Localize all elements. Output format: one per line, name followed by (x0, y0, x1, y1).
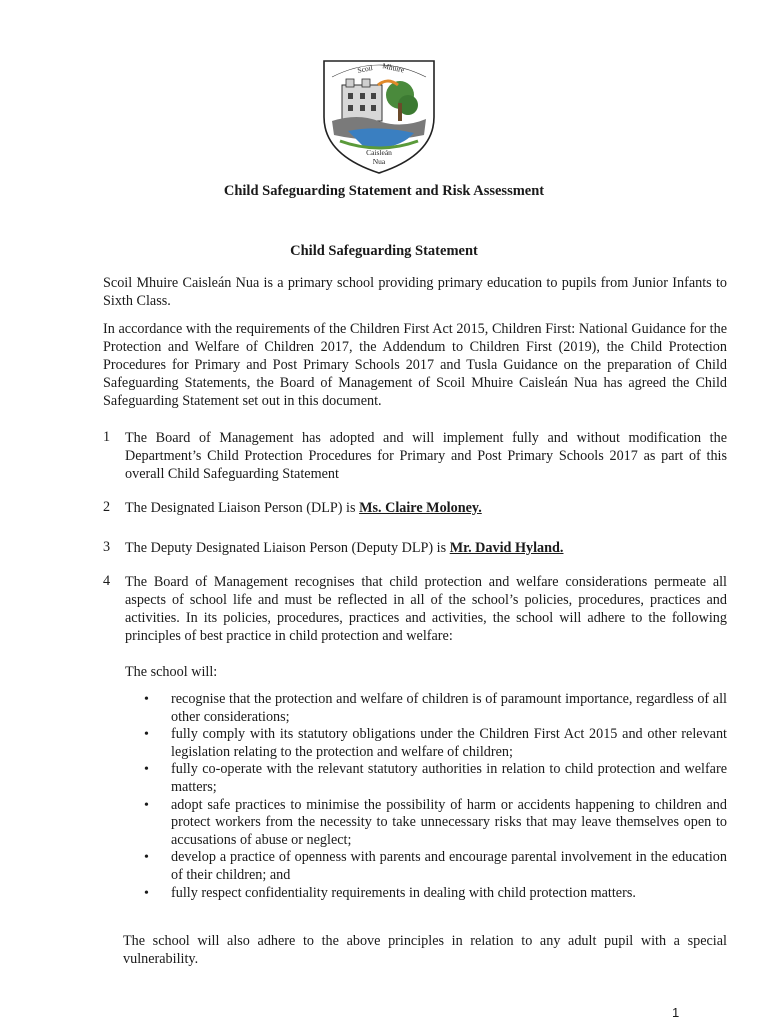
bullet-icon: • (144, 692, 149, 707)
deputy-dlp-label: The Deputy Designated Liaison Person (Deputy DLP) is (125, 540, 450, 556)
accordance-paragraph: In accordance with the requirements of the Children First Act 2015, Children First: National Guidance for the Protection and Welfare of Children 2017, the Addendum to Children First (2019), the Child Protection Procedures for Primary and Post Primary Schools 2017 and Tusla Guidance on the preparation of Child Safeguarding Statements, the Board of Management of Scoil Mhuire Caisleán Nua has agreed the Child Safeguarding Statement set out in this document. (103, 321, 727, 409)
item-text-3 (125, 539, 727, 557)
list-item: • develop a practice of openness with parents and encourage parental involvement in the education of their children; and (144, 849, 727, 883)
school-crest-logo (318, 55, 440, 177)
intro-paragraph: Scoil Mhuire Caisleán Nua is a primary school providing primary education to pupils from Junior Infants to Sixth Class. (103, 275, 727, 309)
item-text-1: The Board of Management has adopted and will implement fully and without modification the Department’s Child Protection Procedures for Primary and Post Primary Schools 2017 as part of this overall Child Safeguarding Statement (125, 430, 727, 482)
bullet-icon: • (144, 797, 149, 813)
list-item: • fully comply with its statutory obligations under the Children First Act 2015 and other relevant legislation relating to the protection and welfare of children; (144, 726, 727, 760)
deputy-dlp-name: Mr. David Hyland. (449, 540, 564, 556)
list-item: • fully co-operate with the relevant statutory authorities in relation to child protection and welfare matters; (144, 761, 727, 795)
item-number-3: 3 (103, 539, 111, 555)
crest-bottom-text-2: Nua (372, 157, 386, 166)
item-number-1: 1 (103, 429, 111, 445)
closing-paragraph: The school will also adhere to the above principles in relation to any adult pupil with a special vulnerability. (123, 933, 727, 967)
list-item: • fully respect confidentiality requirements in dealing with child protection matters. (144, 884, 636, 901)
principles-list (125, 691, 727, 902)
bullet-icon: • (144, 727, 149, 743)
bullet-icon: • (144, 885, 149, 901)
section-title: Child Safeguarding Statement (290, 243, 478, 259)
dlp-name: Ms. Claire Moloney. (359, 500, 482, 516)
item-text-2 (125, 499, 727, 517)
crest-top-text-2: Mhuire (381, 61, 406, 75)
item-number-4: 4 (103, 573, 111, 589)
item-text-4: The Board of Management recognises that child protection and welfare considerations permeate all aspects of school life and must be reflected in all of the school’s policies, procedures, practices and activities. In its policies, procedures, practices and activities, the school will adhere to the following principles of best practice in child protection and welfare: (125, 574, 727, 644)
dlp-label: The Designated Liaison Person (DLP) is (125, 500, 360, 516)
document-title: Child Safeguarding Statement and Risk Assessment (223, 183, 545, 199)
item-number-2: 2 (103, 499, 111, 515)
crest-bottom-text-1: Caisleán (366, 148, 392, 157)
list-item: • adopt safe practices to minimise the possibility of harm or accidents happening to children and protect workers from the necessity to take unnecessary risks that may leave themselves open to accusations of abuse or neglect; (144, 796, 727, 848)
school-will-heading: The school will: (125, 664, 218, 680)
bullet-icon: • (144, 762, 149, 778)
list-item: • recognise that the protection and welfare of children is of paramount importance, regardless of all other considerations; (144, 691, 727, 725)
bullet-icon: • (144, 850, 149, 866)
crest-top-text-1: Scoil (356, 62, 374, 75)
page-number: 1 (672, 1005, 680, 1020)
